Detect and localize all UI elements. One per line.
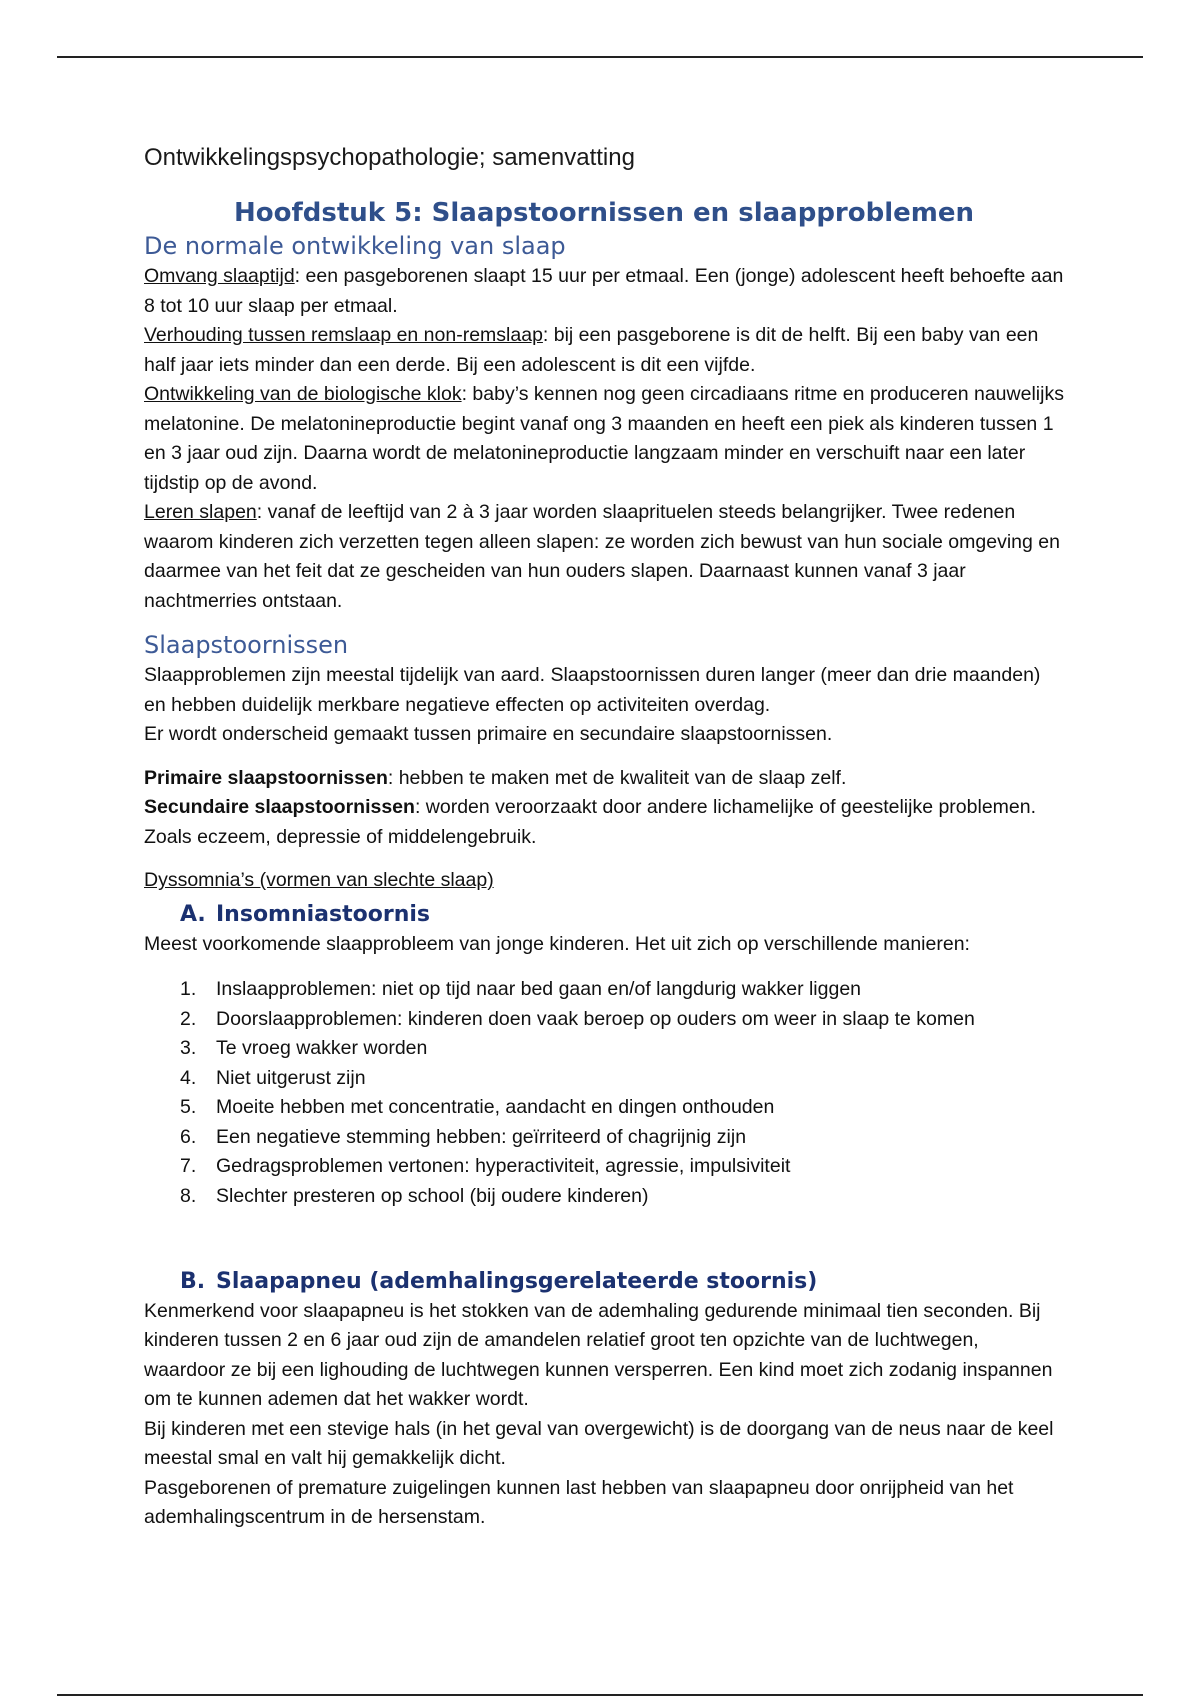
paragraph-biological-clock [144,380,1064,498]
list-item-text: Inslaapproblemen: niet op tijd naar bed gaan en/of langdurig wakker liggen [216,978,862,1001]
list-item-number: 5. [180,1096,197,1119]
list-item-number: 3. [180,1037,197,1060]
term-rem-ratio: Verhouding tussen remslaap en non-remslaap [144,324,543,347]
paragraph-apnea-overweight: Bij kinderen met een stevige hals (in het geval van overgewicht) is de doorgang van de neus naar de keel meestal smal en valt hij gemakkelijk dicht. [144,1417,1054,1470]
insomnia-symptom-list [180,975,1064,1211]
paragraph-secondary-disorders [144,793,1064,852]
list-item [180,1064,1064,1094]
page-bottom-rule [57,1694,1143,1696]
list-item-text: Doorslaapproblemen: kinderen doen vaak beroep op ouders om weer in slaap te komen [216,1007,975,1030]
text-primary-disorders: : hebben te maken met de kwaliteit van de slaap zelf. [387,766,847,789]
subheading-insomnia [180,900,1064,930]
paragraph-primary-disorders [144,764,1064,794]
list-item-number: 8. [180,1184,197,1207]
list-item [180,1123,1064,1153]
term-sleep-duration: Omvang slaaptijd [144,265,295,288]
list-item-text: Een negatieve stemming hebben: geïrriteerd of chagrijnig zijn [216,1125,747,1148]
list-item [180,1005,1064,1035]
paragraph-disorders-distinction: Er wordt onderscheid gemaakt tussen primaire en secundaire slaapstoornissen. [144,723,833,746]
term-primary-disorders: Primaire slaapstoornissen [144,766,388,789]
dyssomnia-label [144,866,1064,896]
section-heading-sleep-disorders: Slaapstoornissen [144,631,349,660]
list-item [180,1093,1064,1123]
list-item-number: 2. [180,1007,197,1030]
paragraph-disorders-intro: Slaapproblemen zijn meestal tijdelijk van aard. Slaapstoornissen duren langer (meer dan drie maanden) en hebben duidelijk merkbare negatieve effecten op activiteiten overdag. [144,664,1041,716]
subheading-sleep-apnea [180,1267,1064,1297]
paragraph-apnea-definition: Kenmerkend voor slaapapneu is het stokken van de ademhaling gedurende minimaal tien seconden. Bij kinderen tussen 2 en 6 jaar oud zijn de amandelen relatief groot ten opzichte van de luchtwegen, waardoor ze bij een lighouding de luchtwegen kunnen versperren. Een kind moet zich zodanig inspannen om te kunnen ademen dat het wakker wordt. [144,1299,1053,1411]
list-item-text: Slechter presteren op school (bij oudere kinderen) [216,1184,649,1207]
paragraph-rem-ratio [144,321,1064,380]
list-item [180,1152,1064,1182]
text-learning-to-sleep: : vanaf de leeftijd van 2 à 3 jaar worden slaaprituelen steeds belangrijker. Twee redenen waarom kinderen zich verzetten tegen alleen slapen: ze worden zich bewust van hun sociale omgeving en daarmee van het feit dat ze gescheiden van hun ouders slapen. Daarnaast kunnen vanaf 3 jaar nachtmerries ontstaan. [144,501,1060,612]
subheading-sleep-apnea-letter: B. [180,1269,206,1295]
paragraph-insomnia-intro: Meest voorkomende slaapprobleem van jonge kinderen. Het uit zich op verschillende manieren: [144,932,970,955]
document-header: Ontwikkelingspsychopathologie; samenvatting [144,144,635,171]
dyssomnia-label-text: Dyssomnia’s (vormen van slechte slaap) [144,869,494,892]
list-item-text: Moeite hebben met concentratie, aandacht en dingen onthouden [216,1096,775,1119]
chapter-title: Hoofdstuk 5: Slaapstoornissen en slaapproblemen [233,198,975,229]
text-sleep-duration: : een pasgeborenen slaapt 15 uur per etmaal. Een (jonge) adolescent heeft behoefte aan 8 tot 10 uur slaap per etmaal. [144,265,1064,317]
list-item-text: Te vroeg wakker worden [216,1037,428,1060]
text-secondary-disorders: : worden veroorzaakt door andere lichamelijke of geestelijke problemen. Zoals eczeem, depressie of middelengebruik. [144,796,1037,848]
list-item-number: 7. [180,1155,197,1178]
list-item-number: 1. [180,978,197,1001]
paragraph-learning-to-sleep [144,498,1064,616]
list-item [180,1182,1064,1212]
term-biological-clock: Ontwikkeling van de biologische klok [144,383,462,406]
list-item [180,1034,1064,1064]
term-secondary-disorders: Secundaire slaapstoornissen [144,796,415,819]
page-top-rule [57,56,1143,58]
list-item-number: 6. [180,1125,197,1148]
subheading-sleep-apnea-title: Slaapapneu (ademhalingsgerelateerde stoornis) [216,1269,818,1295]
paragraph-sleep-duration [144,262,1064,321]
list-item-text: Niet uitgerust zijn [216,1066,366,1089]
subheading-insomnia-letter: A. [180,901,206,927]
paragraph-apnea-newborns: Pasgeborenen of premature zuigelingen kunnen last hebben van slaapapneu door onrijpheid van het ademhalingscentrum in de hersenstam. [144,1476,1014,1529]
document-page [144,142,1064,1533]
text-rem-ratio: : bij een pasgeborene is dit de helft. Bij een baby van een half jaar iets minder dan een derde. Bij een adolescent is dit een vijfde. [144,324,1039,376]
list-item-text: Gedragsproblemen vertonen: hyperactiviteit, agressie, impulsiviteit [216,1155,791,1178]
list-item [180,975,1064,1005]
text-biological-clock: : baby’s kennen nog geen circadiaans ritme en produceren nauwelijks melatonine. De melatonineproductie begint vanaf ong 3 maanden en heeft een piek als kinderen tussen 1 en 3 jaar oud zijn. Daarna wordt de melatonineproductie langzaam minder en verschuift naar een later tijdstip op de avond. [144,383,1064,494]
term-learning-to-sleep: Leren slapen [144,501,257,524]
section-heading-normal-sleep: De normale ontwikkeling van slaap [144,231,566,260]
list-item-number: 4. [180,1066,197,1089]
subheading-insomnia-title: Insomniastoornis [216,901,431,927]
